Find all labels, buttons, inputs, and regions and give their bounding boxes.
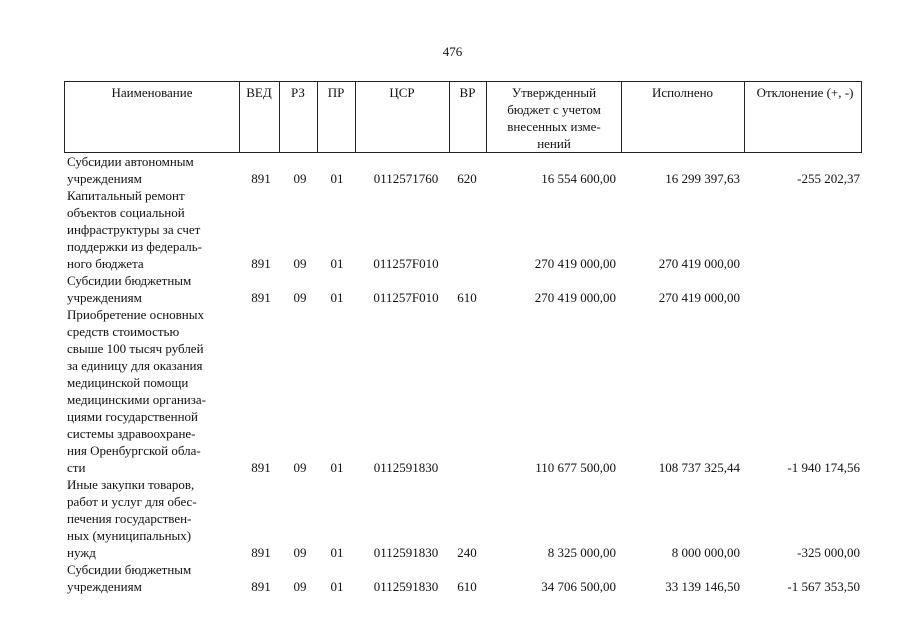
- header-executed: Исполнено: [651, 85, 714, 100]
- row-pr: 01: [330, 290, 344, 305]
- row-vr: 610: [457, 290, 477, 305]
- row-ved: 891: [251, 545, 271, 560]
- row-csr: 011257F010: [373, 256, 439, 271]
- row-budget: 110 677 500,00: [535, 460, 616, 475]
- table-row: [64, 187, 862, 272]
- row-ved: 891: [251, 579, 271, 594]
- row-vr: 610: [457, 579, 477, 594]
- table-header: [64, 81, 862, 153]
- header-ved: ВЕД: [246, 85, 272, 100]
- row-pr: 01: [330, 171, 344, 186]
- header-budget: Утвержденный бюджет с учетом внесенных изме-нений: [507, 85, 601, 151]
- table-row: [64, 153, 862, 187]
- column-divider: [486, 82, 487, 152]
- row-pr: 01: [330, 545, 344, 560]
- header-deviation: Отклонение (+, -): [756, 85, 854, 100]
- header-csr: ЦСР: [389, 85, 415, 100]
- row-executed: 33 139 146,50: [665, 579, 740, 594]
- row-pr: 01: [330, 256, 344, 271]
- row-vr: 240: [457, 545, 477, 560]
- header-rz: РЗ: [291, 85, 305, 100]
- row-ved: 891: [251, 460, 271, 475]
- row-name: Субсидии бюджетным учреждениям: [67, 273, 192, 305]
- row-executed: 16 299 397,63: [665, 171, 740, 186]
- row-rz: 09: [293, 171, 307, 186]
- row-csr: 011257F010: [373, 290, 439, 305]
- row-name: Субсидии бюджетным учреждениям: [67, 562, 192, 594]
- row-name: Субсидии автономным учреждениям: [67, 154, 194, 186]
- table-row: [64, 272, 862, 306]
- row-budget: 16 554 600,00: [541, 171, 616, 186]
- table-row: [64, 561, 862, 595]
- column-divider: [744, 82, 745, 152]
- row-vr: 620: [457, 171, 477, 186]
- row-csr: 0112591830: [373, 579, 439, 594]
- row-name: Капитальный ремонт объектов социальной инфраструктуры за счет поддержки из федераль- ного бюджета: [67, 188, 202, 271]
- row-executed: 8 000 000,00: [671, 545, 740, 560]
- row-csr: 0112571760: [373, 171, 439, 186]
- page-number: 476: [442, 44, 463, 59]
- row-name: Приобретение основных средств стоимостью свыше 100 тысяч рублей за единицу для оказания медицинской помощи медицинскими организа- циями государственной системы здравоохране- ния Оренбургской обла- сти: [67, 307, 206, 475]
- header-name: Наименование: [111, 85, 193, 100]
- row-rz: 09: [293, 579, 307, 594]
- row-executed: 270 419 000,00: [658, 256, 740, 271]
- row-budget: 8 325 000,00: [547, 545, 616, 560]
- row-pr: 01: [330, 579, 344, 594]
- row-deviation: -325 000,00: [797, 545, 860, 560]
- row-executed: 108 737 325,44: [658, 460, 740, 475]
- row-rz: 09: [293, 545, 307, 560]
- row-pr: 01: [330, 460, 344, 475]
- row-csr: 0112591830: [373, 460, 439, 475]
- row-ved: 891: [251, 256, 271, 271]
- row-budget: 270 419 000,00: [534, 256, 616, 271]
- row-budget: 270 419 000,00: [534, 290, 616, 305]
- row-deviation: -1 940 174,56: [787, 460, 860, 475]
- row-deviation: -1 567 353,50: [787, 579, 860, 594]
- row-deviation: -255 202,37: [797, 171, 860, 186]
- table-row: [64, 476, 862, 561]
- row-ved: 891: [251, 290, 271, 305]
- header-vr: ВР: [459, 85, 476, 100]
- row-ved: 891: [251, 171, 271, 186]
- header-pr: ПР: [327, 85, 345, 100]
- row-budget: 34 706 500,00: [541, 579, 616, 594]
- row-rz: 09: [293, 460, 307, 475]
- row-csr: 0112591830: [373, 545, 439, 560]
- table-row: [64, 306, 862, 476]
- row-rz: 09: [293, 256, 307, 271]
- row-executed: 270 419 000,00: [658, 290, 740, 305]
- row-rz: 09: [293, 290, 307, 305]
- row-name: Иные закупки товаров, работ и услуг для обес- печения государствен- ных (муниципальных) нужд: [67, 477, 197, 560]
